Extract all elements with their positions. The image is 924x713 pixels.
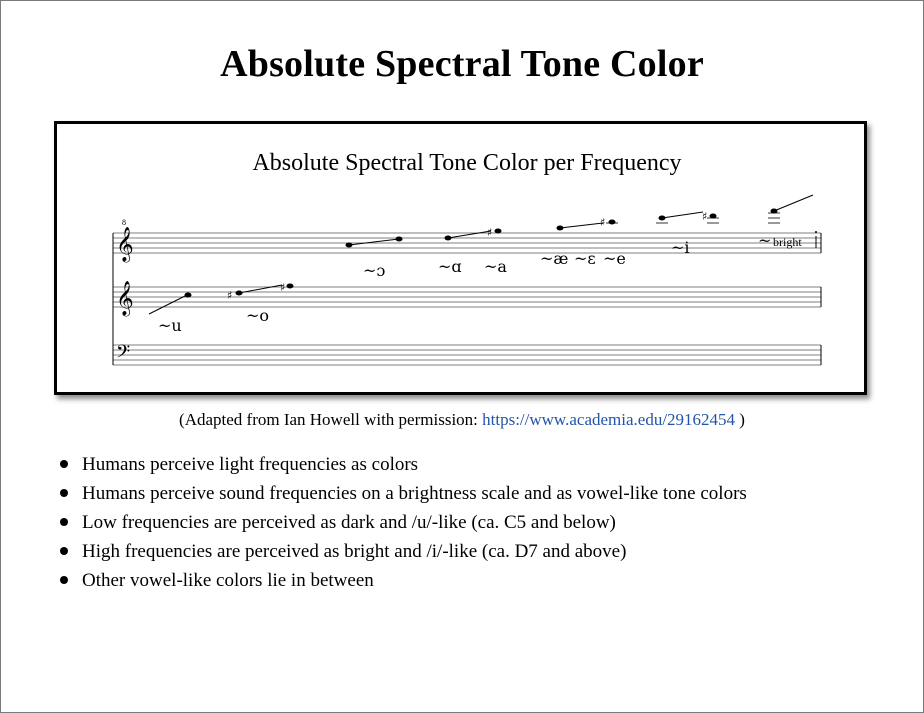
music-staff-figure [57, 124, 864, 392]
vowel-label-open-o: ~ɔ [363, 261, 386, 280]
vowel-label-script-a: ~ɑ [438, 257, 462, 276]
bullet-dot-icon [60, 518, 68, 526]
vowel-label-tilde: ~ [758, 231, 772, 250]
note-head [287, 284, 294, 289]
bass-clef-icon: 𝄢 [116, 342, 131, 367]
bullet-item [58, 537, 747, 566]
svg-text:♯: ♯ [487, 226, 493, 239]
bullet-text: High frequencies are perceived as bright and /i/-like (ca. D7 and above) [82, 541, 627, 562]
caption-link[interactable]: https://www.academia.edu/29162454 [482, 410, 736, 429]
staff-1 [113, 233, 821, 253]
bullet-text: Other vowel-like colors lie in between [82, 570, 374, 591]
bullet-item [58, 479, 747, 508]
bullet-text: Humans perceive sound frequencies on a brightness scale and as vowel-like tone colors [82, 483, 747, 504]
svg-text:♯: ♯ [600, 216, 606, 229]
vowel-label-e: ~e [603, 249, 626, 268]
staff-2 [113, 287, 821, 307]
treble-clef-icon: 𝄞 [116, 281, 134, 316]
figure-box [54, 121, 867, 395]
caption-prefix: (Adapted from Ian Howell with permission: [179, 410, 483, 429]
figure-caption [0, 410, 924, 430]
staff-2-notes [149, 281, 294, 314]
svg-text:♯: ♯ [702, 210, 708, 223]
note-head [185, 293, 192, 298]
staff-3 [113, 345, 821, 365]
bullet-text: Low frequencies are perceived as dark and /u/-like (ca. C5 and below) [82, 512, 616, 533]
bullet-dot-icon [60, 489, 68, 497]
vowel-label-o: ~o [246, 306, 270, 325]
vowel-label-u: ~u [158, 316, 182, 335]
bright-label: bright [773, 235, 802, 249]
bullet-item [58, 450, 747, 479]
bullet-item [58, 508, 747, 537]
svg-text:♯: ♯ [280, 281, 286, 294]
staff-1-notes [346, 195, 814, 248]
treble-clef-8va-icon: 𝄞 [116, 227, 134, 262]
ottava-mark: 8 [122, 218, 126, 227]
vowel-labels [158, 231, 771, 335]
vowel-label-ae: ~æ [540, 249, 569, 268]
caption-suffix: ) [735, 410, 745, 429]
vowel-label-a: ~a [484, 257, 507, 276]
vowel-label-open-e: ~ɛ [574, 249, 596, 268]
bullet-dot-icon [60, 547, 68, 555]
note-head [396, 237, 403, 242]
bullet-dot-icon [60, 576, 68, 584]
note-head [609, 220, 616, 225]
svg-text:♯: ♯ [227, 289, 233, 302]
bullet-list [58, 450, 747, 595]
bullet-dot-icon [60, 460, 68, 468]
bullet-text: Humans perceive light frequencies as colors [82, 454, 419, 475]
bullet-item [58, 566, 747, 595]
vowel-label-i: ~i [671, 238, 690, 257]
bright-marker-dot [815, 231, 817, 233]
slide-title: Absolute Spectral Tone Color [220, 43, 704, 85]
note-head [495, 229, 502, 234]
figure-title: Absolute Spectral Tone Color per Frequency [252, 150, 682, 176]
